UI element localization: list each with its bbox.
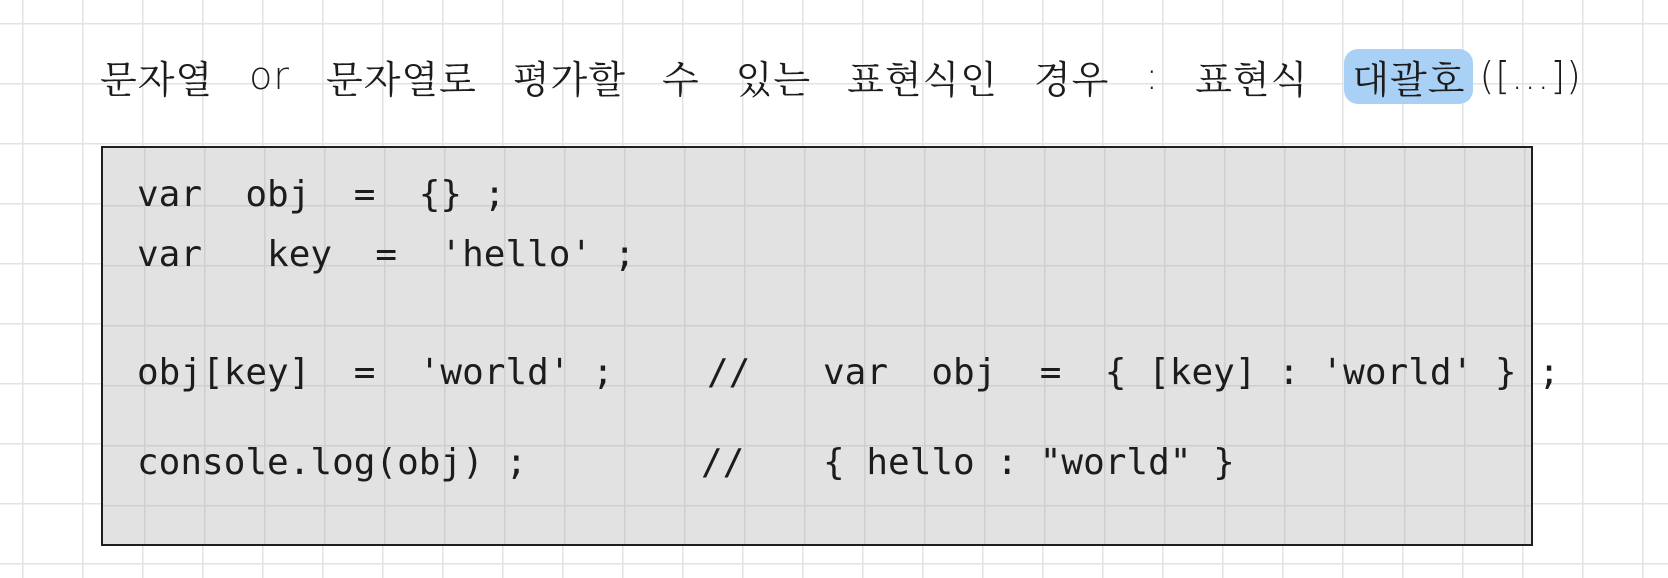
comment-mark: // — [707, 352, 751, 393]
heading-word: 있는 — [735, 57, 812, 102]
code-line: obj[key] = 'world' ; — [137, 352, 614, 393]
comment-mark: // — [701, 442, 745, 483]
heading-word: 표현식인 — [847, 57, 998, 102]
heading-suffix: ([...]) — [1479, 54, 1582, 98]
heading-word: or — [249, 54, 290, 98]
heading-word: 평가할 — [512, 57, 626, 102]
code-line: var obj = {} ; — [137, 174, 506, 215]
heading-word: 경우 — [1033, 57, 1110, 102]
code-box — [101, 146, 1560, 546]
code-line: var key = 'hello' ; — [137, 234, 636, 275]
code-line: console.log(obj) ; — [137, 442, 528, 483]
code-comment: var obj = { [key] : 'world' } ; — [823, 352, 1560, 393]
heading-word: 수 — [661, 57, 700, 102]
heading-word: 문자열 — [100, 57, 214, 102]
highlighted-word: 대괄호 — [1344, 49, 1473, 104]
heading-word: : — [1145, 54, 1160, 98]
heading-line — [56, 44, 1582, 108]
code-comment: { hello : "world" } — [823, 442, 1235, 483]
heading-word: 문자열로 — [326, 57, 477, 102]
heading-word: 표현식 — [1195, 57, 1309, 102]
